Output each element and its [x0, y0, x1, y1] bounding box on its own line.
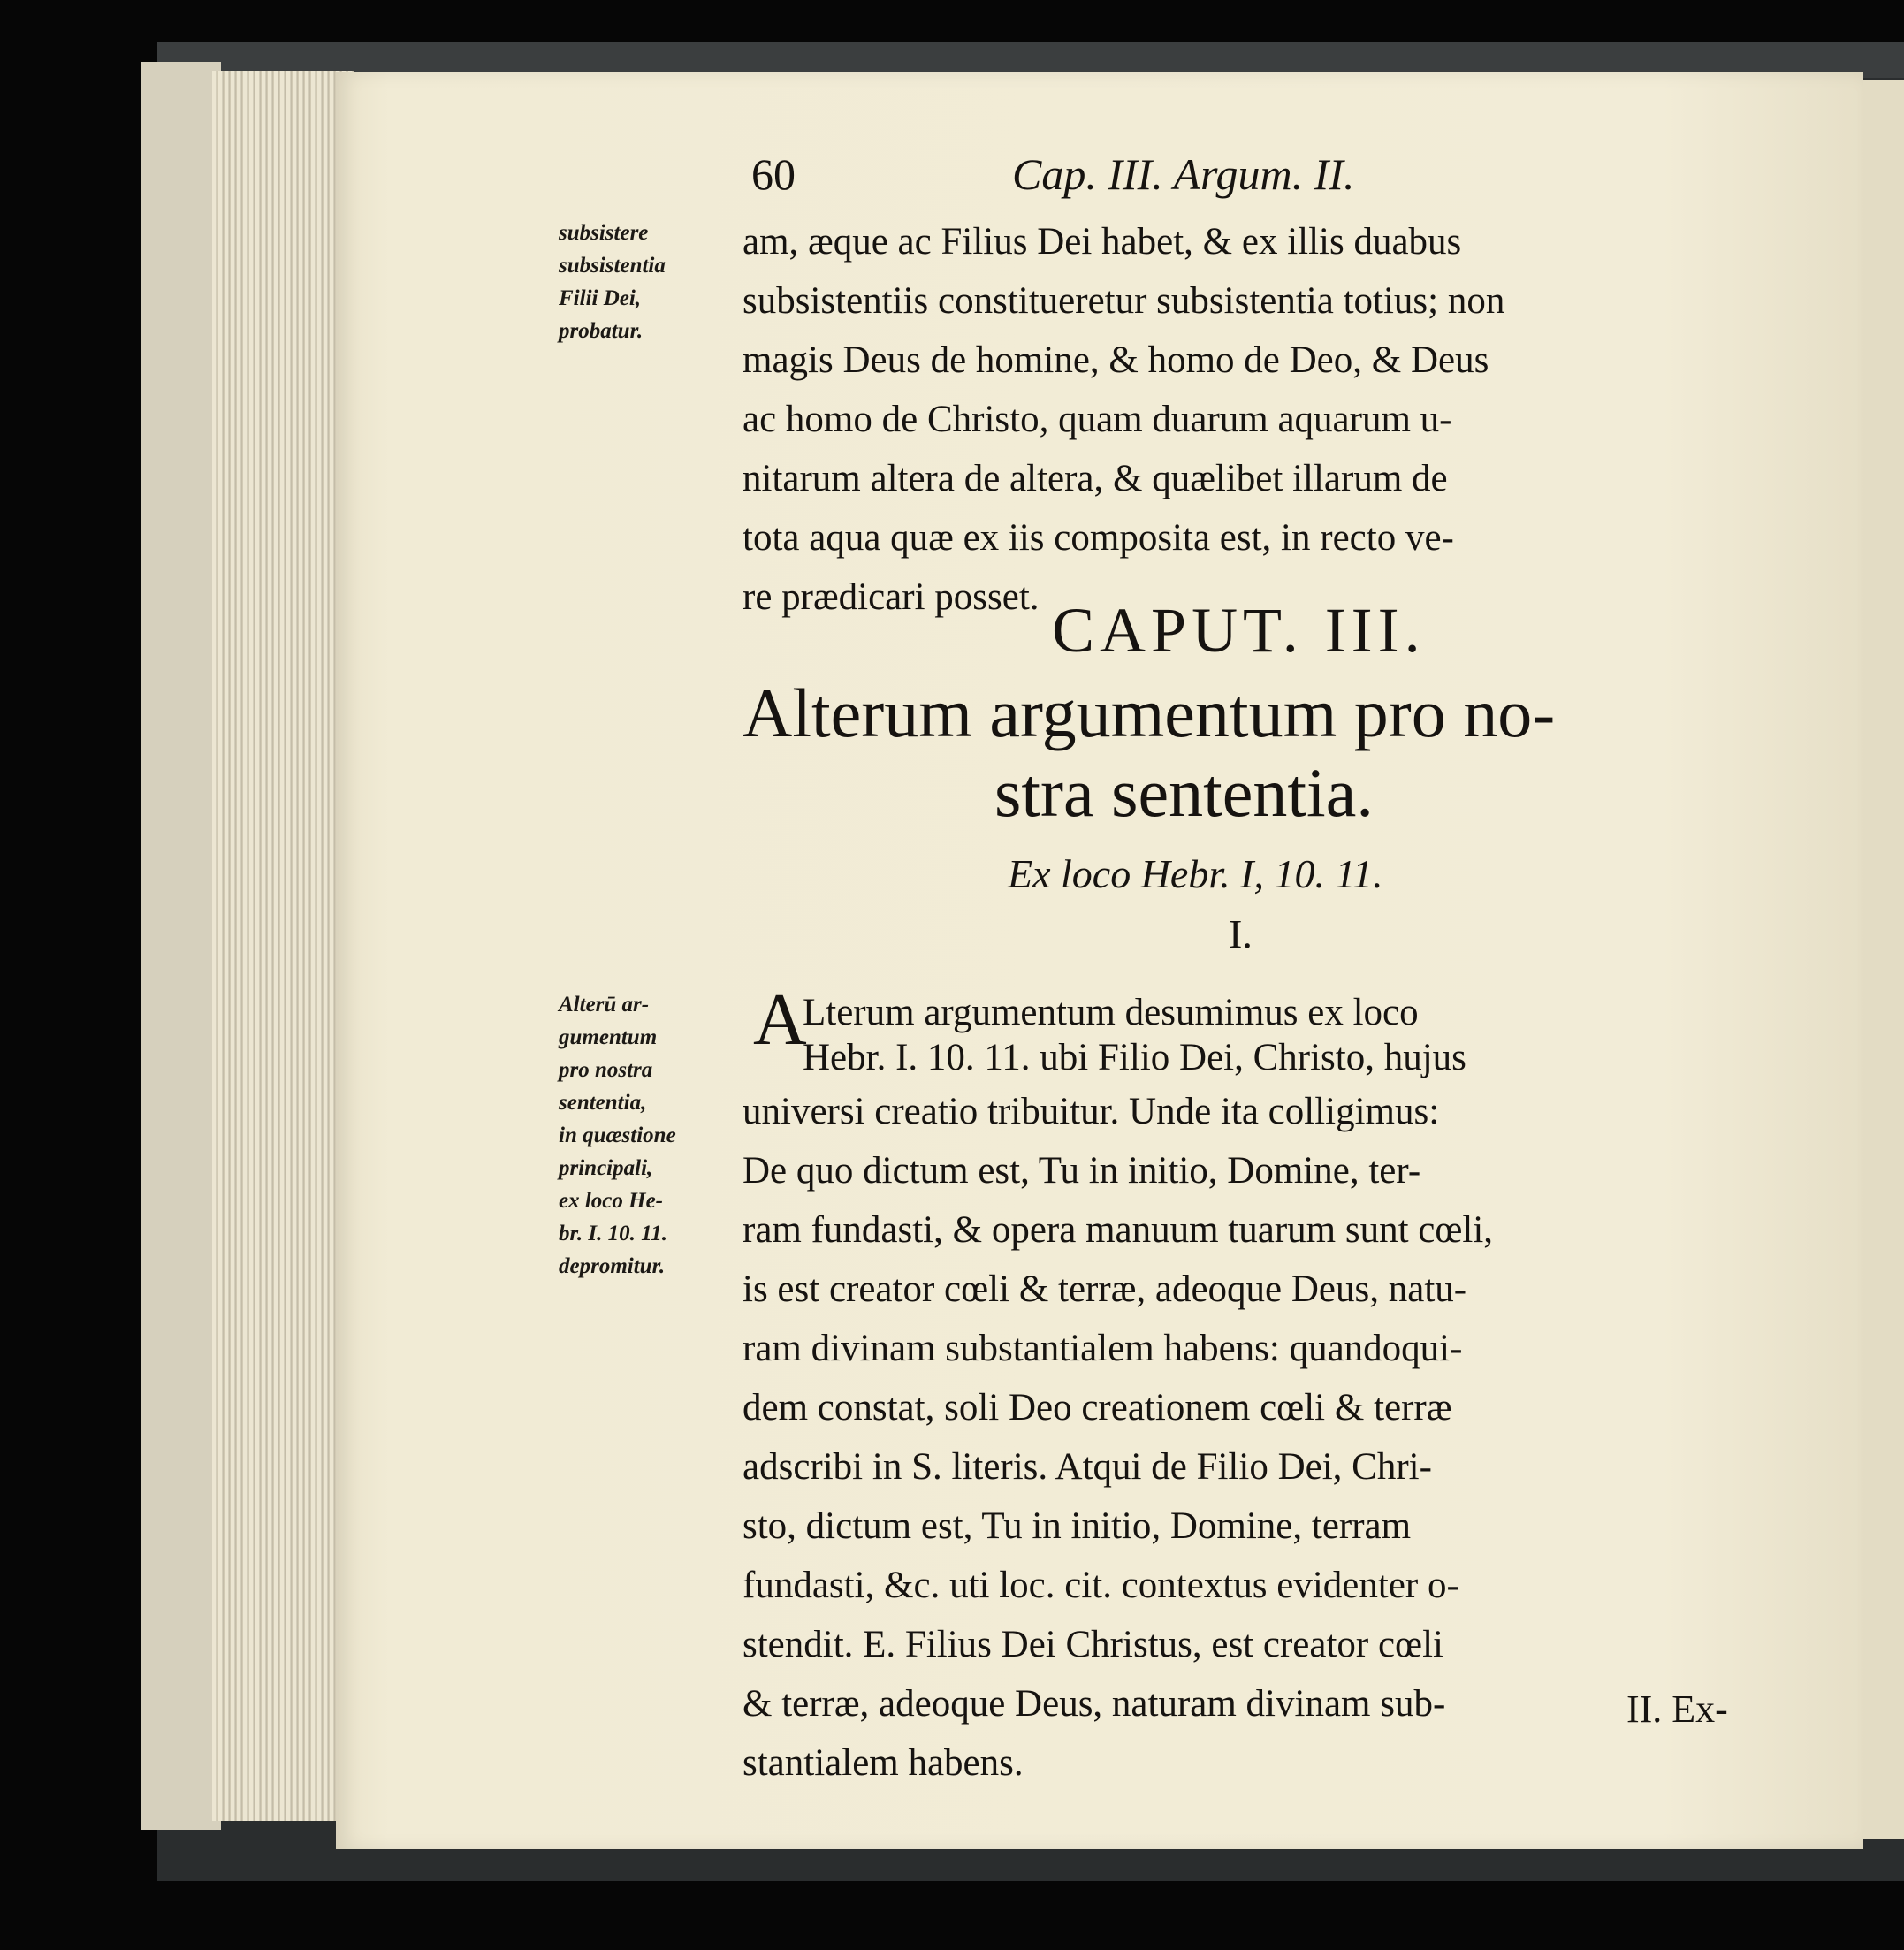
margin-note-line: br. I. 10. 11.	[559, 1222, 667, 1245]
text-line: universi creatio tribuitur. Unde ita colligimus:	[743, 1091, 1440, 1132]
text-line: ram fundasti, & opera manuum tuarum sunt cœli,	[743, 1209, 1494, 1251]
text-line: fundasti, &c. uti loc. cit. contextus evidenter o-	[743, 1565, 1459, 1606]
margin-note-line: ex loco He-	[559, 1189, 664, 1213]
text-line: am, æque ac Filius Dei habet, & ex illis duabus	[743, 221, 1462, 263]
margin-note-argument	[559, 988, 676, 1283]
left-page-edge	[141, 62, 221, 1830]
section-number: I.	[1229, 911, 1253, 956]
text-line: stendit. E. Filius Dei Christus, est creator cœli	[743, 1624, 1444, 1665]
text-line: De quo dictum est, Tu in initio, Domine, ter-	[743, 1150, 1421, 1192]
margin-note-line: subsistentia	[559, 254, 666, 278]
text-line: adscribi in S. literis. Atqui de Filio Dei, Chri-	[743, 1446, 1432, 1488]
chapter-title-line-2: stra sententia.	[994, 754, 1374, 831]
next-page-edge	[1863, 80, 1904, 1839]
text-line: tota aqua quæ ex iis composita est, in recto ve-	[743, 517, 1454, 559]
chapter-heading: CAPUT. III.	[1052, 595, 1426, 666]
text-line: ram divinam substantialem habens: quandoqui-	[743, 1328, 1463, 1369]
catchword: II. Ex-	[1626, 1687, 1728, 1731]
text-line: dem constat, soli Deo creationem cœli & terræ	[743, 1387, 1452, 1428]
text-line: re prædicari posset.	[743, 576, 1040, 618]
margin-note-line: in quæstione	[559, 1124, 676, 1147]
margin-note-line: depromitur.	[559, 1254, 666, 1278]
text-line: ac homo de Christo, quam duarum aquarum u-	[743, 399, 1452, 440]
text-line: magis Deus de homine, & homo de Deo, & Deus	[743, 339, 1489, 381]
drop-cap: A	[753, 979, 807, 1061]
margin-note-line: gumentum	[559, 1025, 658, 1049]
margin-note-subsistence	[559, 217, 666, 347]
scripture-reference: Ex loco Hebr. I, 10. 11.	[1008, 851, 1383, 896]
text-line: sto, dictum est, Tu in initio, Domine, terram	[743, 1505, 1412, 1547]
text-line: subsistentiis constitueretur subsistentia totius; non	[743, 280, 1505, 322]
text-line: & terræ, adeoque Deus, naturam divinam sub-	[743, 1683, 1446, 1725]
margin-note-line: principali,	[559, 1156, 653, 1180]
page-number: 60	[751, 149, 796, 199]
text-line: stantialem habens.	[743, 1742, 1024, 1784]
chapter-reference: Cap. III. Argum. II.	[1012, 149, 1355, 199]
margin-note-line: subsistere	[559, 221, 649, 245]
paragraph-2	[743, 1082, 1493, 1793]
margin-note-line: probatur.	[559, 319, 644, 343]
text-line: is est creator cœli & terræ, adeoque Deus, natu-	[743, 1268, 1467, 1310]
page-stack-edges	[212, 71, 354, 1821]
text-line: Hebr. I. 10. 11. ubi Filio Dei, Christo, hujus	[803, 1037, 1466, 1078]
margin-note-line: sententia,	[559, 1091, 647, 1115]
chapter-title-line-1: Alterum argumentum pro no-	[743, 674, 1556, 751]
margin-note-line: Alterū ar-	[559, 993, 650, 1017]
text-line: nitarum altera de altera, & quælibet illarum de	[743, 458, 1448, 499]
margin-note-line: pro nostra	[559, 1058, 653, 1082]
paragraph-1	[743, 212, 1504, 627]
margin-note-line: Filii Dei,	[559, 286, 642, 310]
text-line: Lterum argumentum desumimus ex loco	[803, 992, 1419, 1033]
